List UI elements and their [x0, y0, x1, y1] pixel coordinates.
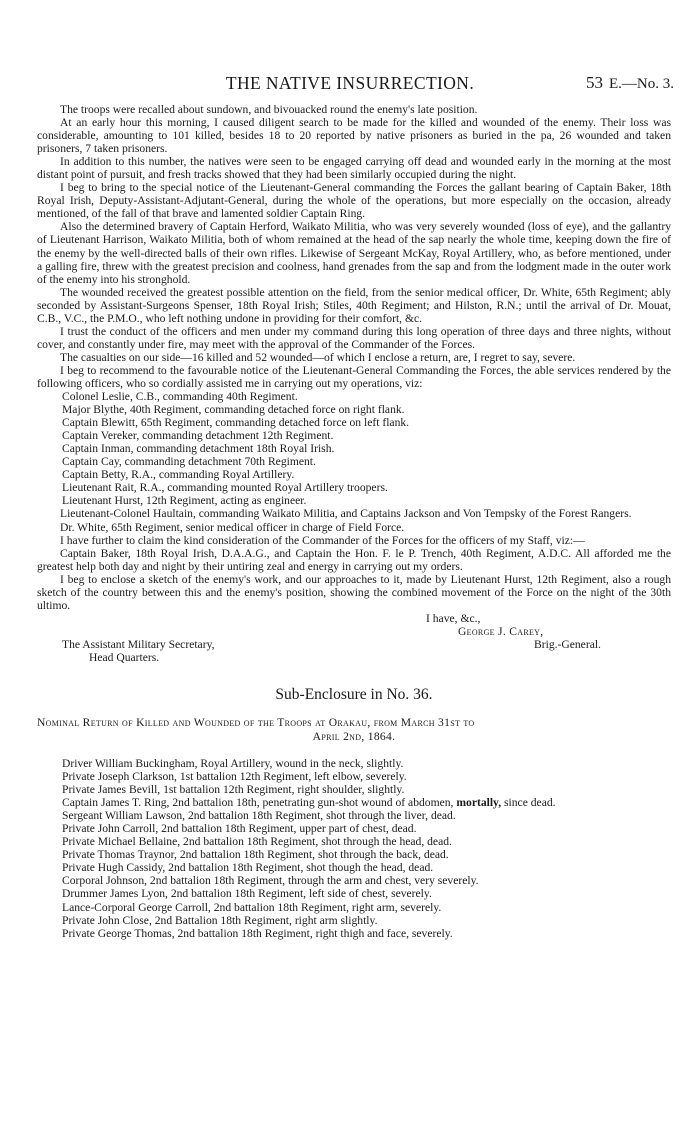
paragraph: I beg to recommend to the favourable notice of the Lieutenant-General Commanding the Forces, the able services rendered by the following officers, who so cordially assisted me in carrying out my operations, viz: — [37, 363, 671, 390]
officer-list-item: Lieutenant Hurst, 12th Regiment, acting as engineer. — [62, 494, 307, 508]
signature-closing: I have, &c., — [426, 611, 481, 625]
casualty-status-mortal: mortally, — [456, 796, 502, 810]
page-header-right — [586, 73, 674, 94]
address-place: Head Quarters. — [89, 650, 160, 664]
casualty-list — [37, 809, 671, 939]
return-title-line-2: April 2nd, 1864. — [312, 729, 396, 743]
casualty-item: Lance-Corporal George Carroll, 2nd battalion 18th Regiment, right arm, severely. — [62, 900, 442, 914]
signature-name: George J. Carey, — [458, 624, 544, 638]
paragraph: Captain Baker, 18th Royal Irish, D.A.A.G., and Captain the Hon. F. le P. Trench, 40th Regiment, A.D.C. All afforded me the greatest help both day and night by their untiring zeal and energy in carrying out my orders. — [37, 546, 671, 573]
paragraph: I beg to enclose a sketch of the enemy's work, and our approaches to it, made by Lieutenant Hurst, 12th Regiment, also a rough sketch of the country between this and the enemy's position, showing the combined movement of the Force on the night of the 30th ultimo. — [37, 572, 671, 612]
paragraph: The troops were recalled about sundown, and bivouacked round the enemy's late position. — [60, 103, 478, 116]
casualty-item: Private Thomas Traynor, 2nd battalion 18th Regiment, shot through the back, dead. — [62, 848, 449, 862]
officer-list-item: Dr. White, 65th Regiment, senior medical officer in charge of Field Force. — [60, 520, 405, 534]
signature-name-row — [37, 625, 671, 638]
officer-list-item: Lieutenant-Colonel Haultain, commanding Waikato Militia, and Captains Jackson and Von Tempsky of the Forest Rangers. — [60, 507, 632, 521]
officer-list-item: Lieutenant Rait, R.A., commanding mounted Royal Artillery troopers. — [62, 481, 388, 495]
officer-list — [37, 390, 671, 507]
address-recipient: The Assistant Military Secretary, — [62, 637, 215, 651]
officer-list-item: Captain Betty, R.A., commanding Royal Artillery. — [62, 468, 295, 482]
page-number: 53 — [586, 73, 603, 92]
casualty-item: Private John Carroll, 2nd battalion 18th Regiment, upper part of chest, dead. — [62, 822, 417, 836]
paragraph: The casualties on our side—16 killed and 52 wounded—of which I enclose a return, are, I regret to say, severe. — [60, 350, 576, 364]
casualty-item: Private Michael Bellaine, 2nd battalion 18th Regiment, shot through the head, dead. — [62, 835, 452, 849]
sub-enclosure-title: Sub-Enclosure in No. 36. — [275, 686, 433, 704]
casualty-item: Sergeant William Lawson, 2nd battalion 18th Regiment, shot through the liver, dead. — [62, 809, 456, 823]
signature-closing-row — [37, 612, 671, 625]
signature-rank: Brig.-General. — [534, 637, 601, 651]
document-body — [37, 103, 671, 940]
page-title: THE NATIVE INSURRECTION. — [225, 73, 475, 93]
casualty-item: Corporal Johnson, 2nd battalion 18th Regiment, through the arm and chest, very severely. — [62, 874, 479, 888]
officer-list-item: Captain Inman, commanding detachment 18th Royal Irish. — [62, 442, 335, 456]
paragraph: I have further to claim the kind consideration of the Commander of the Forces for the officers of my Staff, viz:— — [60, 533, 585, 547]
paragraph: Also the determined bravery of Captain Herford, Waikato Militia, who was very severely wounded (loss of eye), and the gallantry of Lieutenant Harrison, Waikato Militia, both of whom remained at the head of the sap nearly the whole time, keeping down the fire of the enemy by the well-directed balls of their own rifles. Likewise of Sergeant McKay, Royal Artillery, who, as before mentioned, under a galling fire, threw with the greatest precision and coolness, hand grenades from the sap and from the lodgment made in the outer work of the enemy into his stronghold. — [37, 220, 671, 286]
officer-list-item: Colonel Leslie, C.B., commanding 40th Regiment. — [62, 390, 298, 404]
return-title — [37, 716, 671, 743]
paragraph: At an early hour this morning, I caused diligent search to be made for the killed and wounded of the enemy. Their loss was considerable, amounting to 101 killed, besides 18 to 20 reported by native prisoners as buried in the pa, 26 wounded and taken prisoners, 7 taken prisoners. — [37, 116, 671, 156]
officer-list-item: Captain Cay, commanding detachment 70th Regiment. — [62, 455, 316, 469]
officer-list-item: Captain Blewitt, 65th Regiment, commanding detached force on left flank. — [62, 416, 410, 430]
casualty-item: Private Joseph Clarkson, 1st battalion 12th Regiment, left elbow, severely. — [62, 770, 407, 784]
return-title-line-1: Nominal Return of Killed and Wounded of the Troops at Orakau, from March 31st to — [37, 716, 475, 730]
document-reference: E.—No. 3. — [609, 76, 674, 92]
casualty-item: Private George Thomas, 2nd battalion 18th Regiment, right thigh and face, severely. — [62, 926, 453, 940]
paragraph: I beg to bring to the special notice of the Lieutenant-General commanding the Forces the gallant bearing of Captain Baker, 18th Royal Irish, Deputy-Assistant-Adjutant-General, during the whole of the operations, but more especially on the occasion, already mentioned, of the fall of that brave and lamented soldier Captain Ring. — [37, 181, 671, 221]
address-place-row — [37, 651, 671, 664]
paragraph: I trust the conduct of the officers and men under my command during this long operation of three days and three nights, without cover, and constantly under fire, may meet with the approval of the Commander of the Forces. — [37, 324, 671, 351]
casualty-item-hanging: Captain James T. Ring, 2nd battalion 18th, penetrating gun-shot wound of abdomen, mortally, since dead. — [62, 796, 556, 810]
officer-list-item: Captain Vereker, commanding detachment 12th Regiment. — [62, 429, 334, 443]
casualty-list — [37, 757, 671, 796]
paragraph: The wounded received the greatest possible attention on the field, from the senior medical officer, Dr. White, 65th Regiment; ably seconded by Assistant-Surgeons Spenser, 18th Royal Irish; Stiles, 40th Regiment; and Hilston, R.N.; until the arrival of Dr. Mouat, C.B., V.C., the P.M.O., who left nothing undone in providing for their comfort, &c. — [37, 285, 671, 325]
casualty-item: Driver William Buckingham, Royal Artillery, wound in the neck, slightly. — [62, 757, 404, 771]
officer-list-item: Major Blythe, 40th Regiment, commanding detached force on right flank. — [62, 403, 405, 417]
casualty-item: Drummer James Lyon, 2nd battalion 18th Regiment, left side of chest, severely. — [62, 887, 432, 901]
paragraph: In addition to this number, the natives were seen to be engaged carrying off dead and wounded early in the morning at the most distant point of pursuit, and fresh tracks showed that they had been similarly occupied during the night. — [37, 155, 671, 182]
casualty-item: Private James Bevill, 1st battalion 12th Regiment, right shoulder, slightly. — [62, 783, 405, 797]
casualty-item: Private Hugh Cassidy, 2nd battalion 18th Regiment, shot though the head, dead. — [62, 861, 434, 875]
casualty-item: Private John Close, 2nd Battalion 18th Regiment, right arm slightly. — [62, 913, 378, 927]
address-row — [37, 638, 671, 651]
